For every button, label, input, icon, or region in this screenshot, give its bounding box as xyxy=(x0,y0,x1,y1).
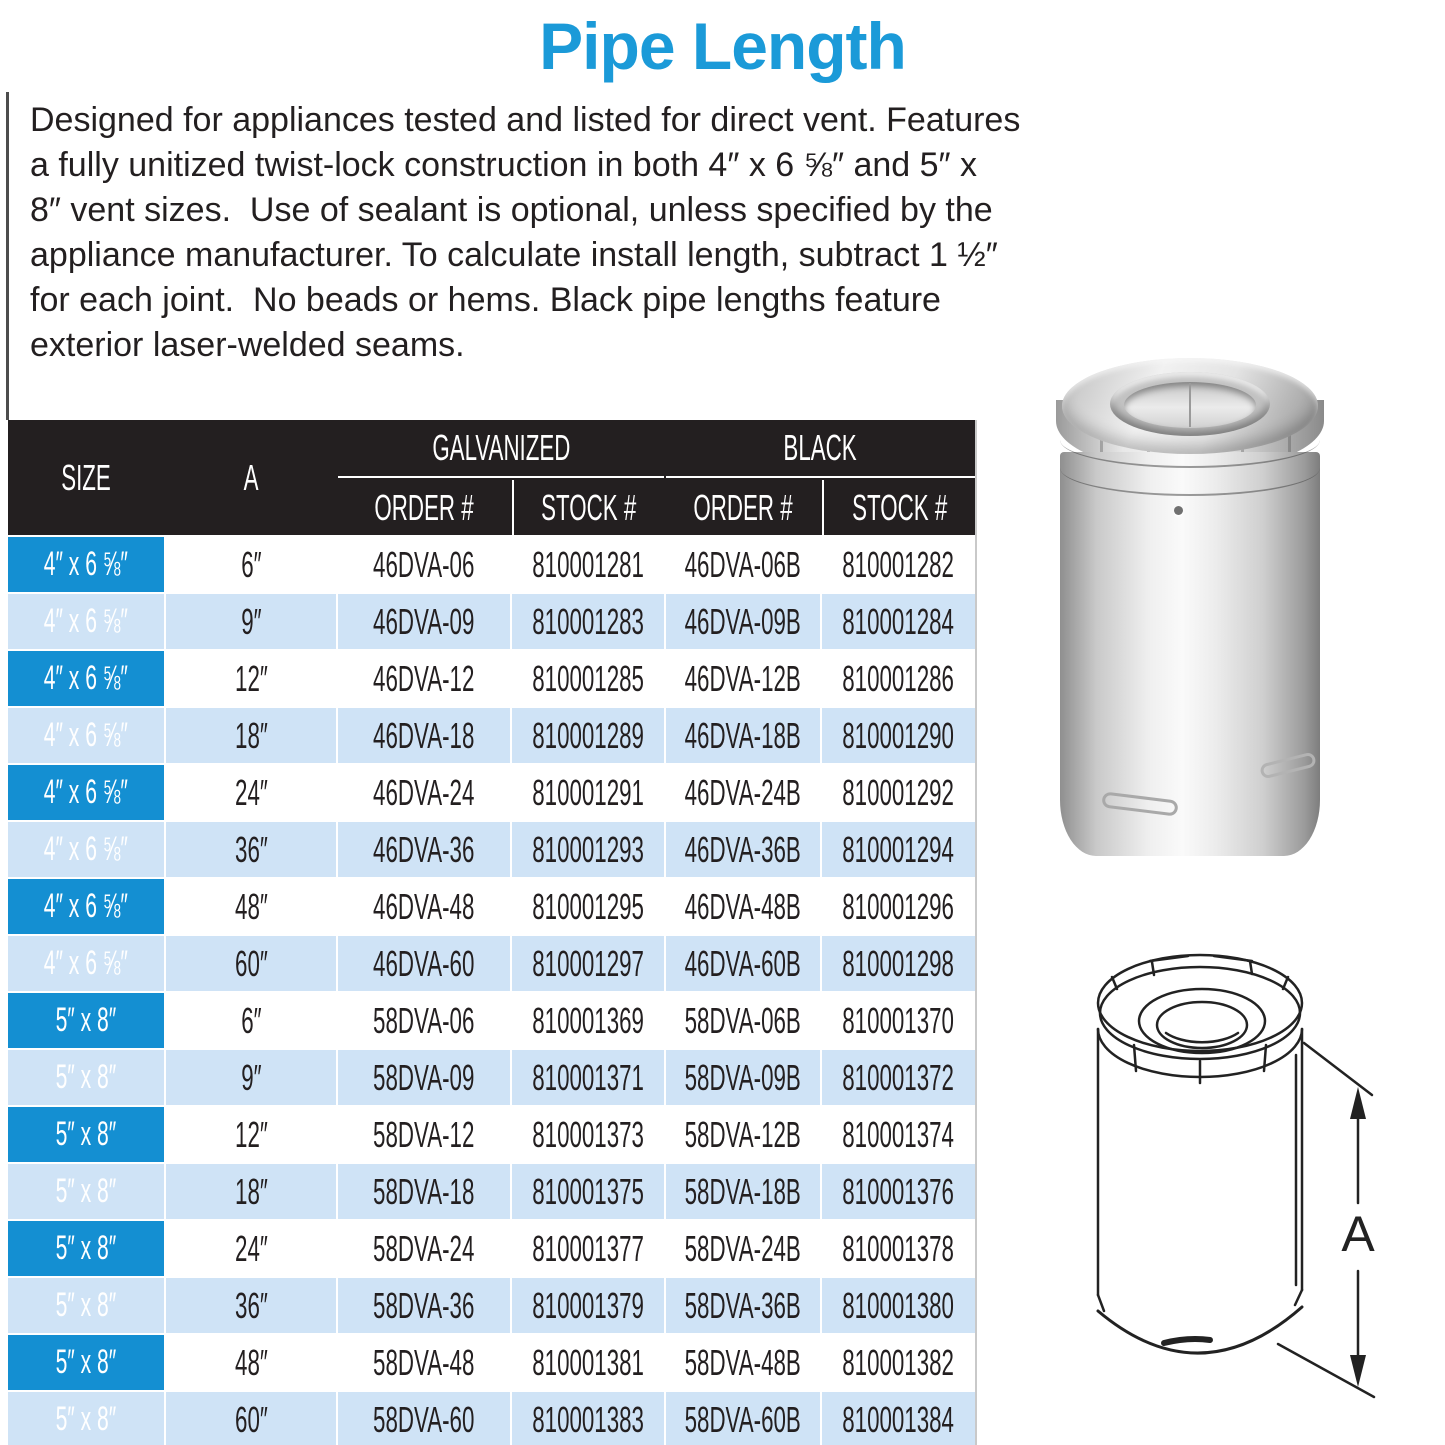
black-stock-cell: 810001282 xyxy=(822,537,975,592)
size-cell: 4″ x 6 ⅝″ xyxy=(8,537,164,592)
galvanized-order-cell: 46DVA-36 xyxy=(338,822,510,877)
size-cell: 4″ x 6 ⅝″ xyxy=(8,765,164,820)
black-stock-cell: 810001294 xyxy=(822,822,975,877)
table-row xyxy=(8,765,975,820)
black-stock-cell: 810001378 xyxy=(822,1221,975,1276)
galvanized-stock-cell: 810001297 xyxy=(512,936,664,991)
a-cell: 60″ xyxy=(166,1392,336,1445)
black-stock-cell: 810001380 xyxy=(822,1278,975,1333)
galvanized-order-cell: 58DVA-06 xyxy=(338,993,510,1048)
black-order-cell: 58DVA-06B xyxy=(666,993,820,1048)
black-order-cell: 46DVA-48B xyxy=(666,879,820,934)
intro-line: 8″ vent sizes. Use of sealant is optional, unless specified by the xyxy=(30,191,993,229)
a-cell: 36″ xyxy=(166,822,336,877)
galvanized-stock-cell: 810001375 xyxy=(512,1164,664,1219)
table-row xyxy=(8,537,975,592)
size-cell: 4″ x 6 ⅝″ xyxy=(8,651,164,706)
dimension-arrow-up xyxy=(1350,1087,1366,1119)
galvanized-order-cell: 46DVA-48 xyxy=(338,879,510,934)
intro-paragraph xyxy=(30,98,1105,368)
size-cell: 5″ x 8″ xyxy=(8,1221,164,1276)
size-cell: 4″ x 6 ⅝″ xyxy=(8,936,164,991)
size-cell: 4″ x 6 ⅝″ xyxy=(8,822,164,877)
drawing-bottom-arc xyxy=(1098,1307,1302,1353)
left-border-rule xyxy=(6,92,9,420)
black-stock-cell: 810001286 xyxy=(822,651,975,706)
galvanized-order-cell: 46DVA-12 xyxy=(338,651,510,706)
galvanized-stock-cell: 810001381 xyxy=(512,1335,664,1390)
header-black-stock: STOCK # xyxy=(822,480,975,535)
galvanized-stock-cell: 810001377 xyxy=(512,1221,664,1276)
galvanized-order-cell: 58DVA-18 xyxy=(338,1164,510,1219)
galvanized-stock-cell: 810001285 xyxy=(512,651,664,706)
size-cell: 4″ x 6 ⅝″ xyxy=(8,879,164,934)
drawing-right-flap xyxy=(1295,1290,1302,1305)
black-order-cell: 58DVA-18B xyxy=(666,1164,820,1219)
black-stock-cell: 810001372 xyxy=(822,1050,975,1105)
black-stock-cell: 810001298 xyxy=(822,936,975,991)
a-cell: 6″ xyxy=(166,993,336,1048)
table-header xyxy=(8,420,975,535)
size-cell: 5″ x 8″ xyxy=(8,1335,164,1390)
galvanized-order-cell: 58DVA-36 xyxy=(338,1278,510,1333)
a-cell: 24″ xyxy=(166,765,336,820)
size-cell: 5″ x 8″ xyxy=(8,1050,164,1105)
galvanized-order-cell: 58DVA-60 xyxy=(338,1392,510,1445)
table-row xyxy=(8,993,975,1048)
drawing-bottom-slot xyxy=(1164,1339,1210,1343)
size-cell: 5″ x 8″ xyxy=(8,993,164,1048)
table-row xyxy=(8,822,975,877)
table-row xyxy=(8,708,975,763)
header-galvanized-order: ORDER # xyxy=(338,480,510,535)
a-cell: 18″ xyxy=(166,708,336,763)
black-stock-cell: 810001382 xyxy=(822,1335,975,1390)
table-row xyxy=(8,594,975,649)
black-order-cell: 46DVA-24B xyxy=(666,765,820,820)
black-stock-cell: 810001296 xyxy=(822,879,975,934)
a-cell: 60″ xyxy=(166,936,336,991)
black-order-cell: 46DVA-06B xyxy=(666,537,820,592)
black-stock-cell: 810001374 xyxy=(822,1107,975,1162)
black-order-cell: 46DVA-12B xyxy=(666,651,820,706)
galvanized-stock-cell: 810001291 xyxy=(512,765,664,820)
header-black-order: ORDER # xyxy=(666,480,820,535)
galvanized-stock-cell: 810001379 xyxy=(512,1278,664,1333)
size-cell: 5″ x 8″ xyxy=(8,1164,164,1219)
page-title: Pipe Length xyxy=(539,9,906,83)
dimension-label: A xyxy=(1341,1206,1375,1262)
a-cell: 12″ xyxy=(166,651,336,706)
galvanized-stock-cell: 810001371 xyxy=(512,1050,664,1105)
black-order-cell: 58DVA-12B xyxy=(666,1107,820,1162)
pipe-product-photo xyxy=(1046,356,1336,862)
pipe-photo-body xyxy=(1060,452,1320,856)
drawing-top-rim-inner-line xyxy=(1100,967,1300,1059)
table-row xyxy=(8,1107,975,1162)
galvanized-order-cell: 46DVA-06 xyxy=(338,537,510,592)
pipe-line-drawing xyxy=(1050,925,1445,1445)
black-order-cell: 46DVA-60B xyxy=(666,936,820,991)
a-cell: 9″ xyxy=(166,1050,336,1105)
pipe-photo-rivet-hole xyxy=(1174,506,1183,515)
dimension-extension-top xyxy=(1304,1043,1372,1095)
black-stock-cell: 810001376 xyxy=(822,1164,975,1219)
table-row xyxy=(8,1050,975,1105)
galvanized-order-cell: 46DVA-09 xyxy=(338,594,510,649)
black-order-cell: 58DVA-24B xyxy=(666,1221,820,1276)
table-row xyxy=(8,1335,975,1390)
galvanized-order-cell: 46DVA-18 xyxy=(338,708,510,763)
black-stock-cell: 810001370 xyxy=(822,993,975,1048)
table-row xyxy=(8,1392,975,1445)
galvanized-order-cell: 58DVA-24 xyxy=(338,1221,510,1276)
size-cell: 5″ x 8″ xyxy=(8,1107,164,1162)
size-cell: 4″ x 6 ⅝″ xyxy=(8,708,164,763)
galvanized-stock-cell: 810001289 xyxy=(512,708,664,763)
galvanized-stock-cell: 810001293 xyxy=(512,822,664,877)
galvanized-order-cell: 58DVA-48 xyxy=(338,1335,510,1390)
header-galvanized: GALVANIZED xyxy=(338,420,664,478)
intro-line: for each joint. No beads or hems. Black pipe lengths feature xyxy=(30,281,941,319)
black-order-cell: 58DVA-09B xyxy=(666,1050,820,1105)
black-stock-cell: 810001284 xyxy=(822,594,975,649)
pipe-photo-inner-seam xyxy=(1189,383,1191,427)
galvanized-stock-cell: 810001295 xyxy=(512,879,664,934)
table-row xyxy=(8,651,975,706)
a-cell: 48″ xyxy=(166,879,336,934)
black-order-cell: 46DVA-36B xyxy=(666,822,820,877)
table-row xyxy=(8,936,975,991)
black-order-cell: 58DVA-48B xyxy=(666,1335,820,1390)
black-order-cell: 58DVA-60B xyxy=(666,1392,820,1445)
pipe-length-table xyxy=(8,420,977,1445)
table-row xyxy=(8,879,975,934)
intro-line: appliance manufacturer. To calculate install length, subtract 1 ½″ xyxy=(30,236,998,274)
drawing-inner-shadow xyxy=(1166,1033,1238,1042)
black-order-cell: 46DVA-09B xyxy=(666,594,820,649)
galvanized-stock-cell: 810001369 xyxy=(512,993,664,1048)
galvanized-order-cell: 46DVA-60 xyxy=(338,936,510,991)
a-cell: 48″ xyxy=(166,1335,336,1390)
header-a: A xyxy=(166,420,336,535)
a-cell: 9″ xyxy=(166,594,336,649)
intro-line: Designed for appliances tested and listed for direct vent. Features xyxy=(30,101,1021,139)
a-cell: 36″ xyxy=(166,1278,336,1333)
size-cell: 5″ x 8″ xyxy=(8,1392,164,1445)
a-cell: 6″ xyxy=(166,537,336,592)
size-cell: 5″ x 8″ xyxy=(8,1278,164,1333)
table-body xyxy=(8,537,975,1445)
galvanized-stock-cell: 810001383 xyxy=(512,1392,664,1445)
black-stock-cell: 810001384 xyxy=(822,1392,975,1445)
black-stock-cell: 810001292 xyxy=(822,765,975,820)
size-cell: 4″ x 6 ⅝″ xyxy=(8,594,164,649)
table-row xyxy=(8,1278,975,1333)
galvanized-order-cell: 46DVA-24 xyxy=(338,765,510,820)
black-order-cell: 46DVA-18B xyxy=(666,708,820,763)
galvanized-order-cell: 58DVA-12 xyxy=(338,1107,510,1162)
table-row xyxy=(8,1221,975,1276)
dimension-arrow-down xyxy=(1350,1355,1366,1387)
galvanized-stock-cell: 810001373 xyxy=(512,1107,664,1162)
black-stock-cell: 810001290 xyxy=(822,708,975,763)
black-order-cell: 58DVA-36B xyxy=(666,1278,820,1333)
drawing-left-flap xyxy=(1098,1295,1104,1311)
intro-line: exterior laser-welded seams. xyxy=(30,326,465,364)
header-galvanized-stock: STOCK # xyxy=(512,480,664,535)
a-cell: 12″ xyxy=(166,1107,336,1162)
galvanized-order-cell: 58DVA-09 xyxy=(338,1050,510,1105)
table-row xyxy=(8,1164,975,1219)
galvanized-stock-cell: 810001281 xyxy=(512,537,664,592)
a-cell: 18″ xyxy=(166,1164,336,1219)
a-cell: 24″ xyxy=(166,1221,336,1276)
intro-line: a fully unitized twist-lock construction in both 4″ x 6 ⅝″ and 5″ x xyxy=(30,146,978,184)
header-size: SIZE xyxy=(8,420,164,535)
header-black: BLACK xyxy=(666,420,975,478)
galvanized-stock-cell: 810001283 xyxy=(512,594,664,649)
drawing-collar-tabs xyxy=(1112,956,1288,989)
